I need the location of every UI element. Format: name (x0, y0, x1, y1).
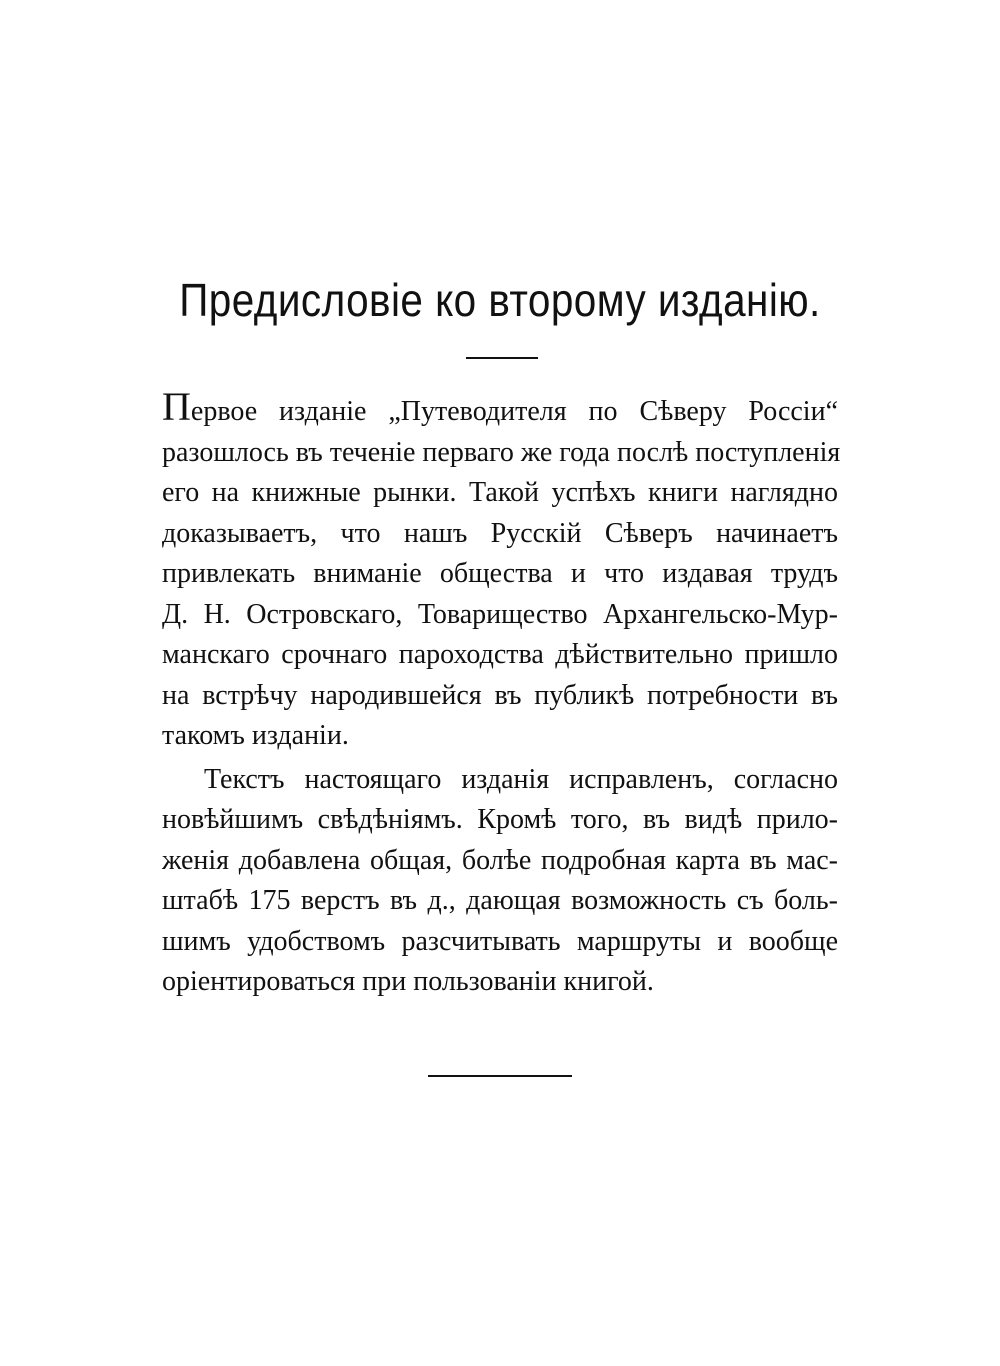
text-line: Д. Н. Островскаго, Товарищество Архангельско-Мур- (162, 598, 838, 630)
text-line: его на книжные рынки. Такой успѣхъ книги наглядно (162, 477, 838, 508)
paragraph-second-edition (162, 760, 838, 1003)
text-line: новѣйшимъ свѣдѣніямъ. Кромѣ того, въ видѣ прило- (162, 804, 838, 835)
text-line-content: ервое изданіе „Путеводителя по Сѣверу Россіи“ (190, 396, 838, 427)
text-line: Текстъ настоящаго изданія исправленъ, согласно (204, 763, 838, 795)
text-line: шимъ удобствомъ разсчитывать маршруты и вообще (162, 925, 838, 957)
text-line: привлекать вниманіе общества и что издавая трудъ (162, 558, 838, 589)
text-line: разошлось въ теченіе перваго же года послѣ поступленія (162, 436, 841, 468)
text-line: на встрѣчу народившейся въ публикѣ потребности въ (162, 679, 838, 711)
title-divider (466, 357, 538, 359)
text-line: манскаго срочнаго пароходства дѣйствительно пришло (162, 639, 838, 670)
paragraph-first-edition (162, 384, 841, 757)
body-text (162, 384, 841, 1003)
page-title: Предисловіе ко второму изданію. (179, 274, 821, 326)
text-line: такомъ изданіи. (162, 720, 349, 751)
text-line: женія добавлена общая, болѣе подробная карта въ мас- (162, 844, 838, 876)
end-divider (428, 1075, 572, 1077)
drop-cap: П (162, 384, 191, 429)
text-line (162, 384, 838, 433)
text-line: доказываетъ, что нашъ Русскій Сѣверъ начинаетъ (162, 517, 838, 549)
text-line: оріентироваться при пользованіи книгой. (162, 966, 654, 997)
text-line: штабѣ 175 верстъ въ д., дающая возможность съ боль- (162, 885, 838, 916)
